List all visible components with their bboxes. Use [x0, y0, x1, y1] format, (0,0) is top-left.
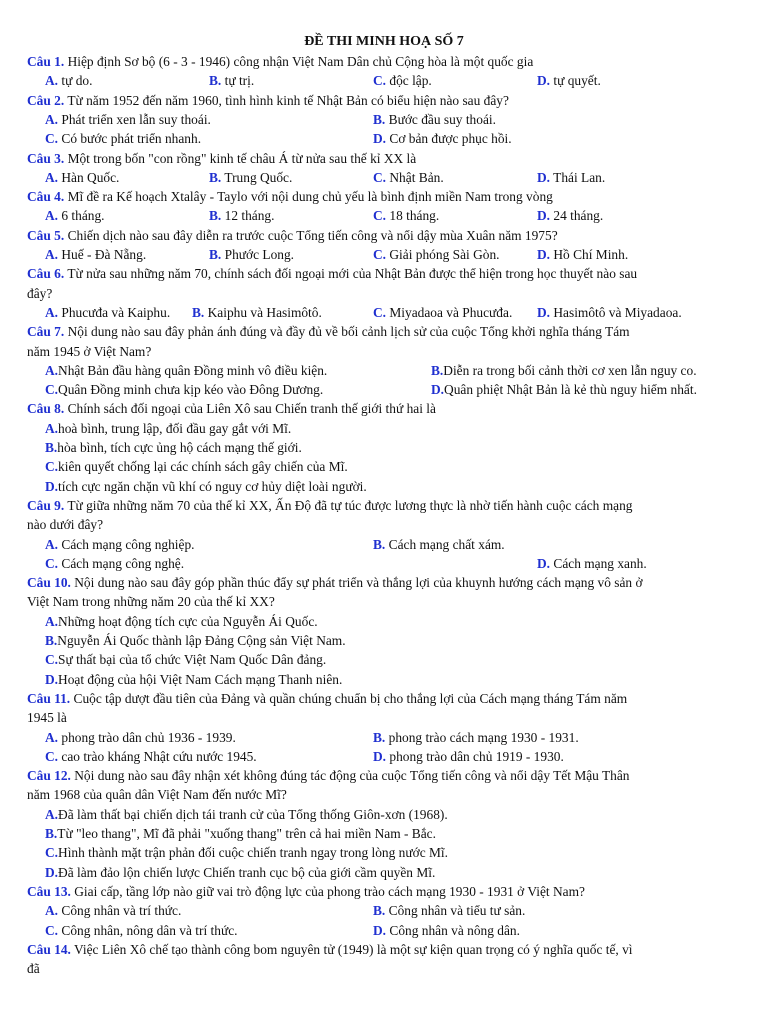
answer-letter: B. [373, 536, 386, 552]
answer-option [45, 168, 119, 187]
question-text: đây? [27, 285, 53, 301]
answer-text: Phát triển xen lẫn suy thoái. [61, 111, 211, 127]
answer-text: phong trào dân chủ 1936 - 1939. [61, 729, 236, 745]
answer-option [537, 206, 603, 225]
answer-row [27, 129, 741, 148]
answer-row [27, 419, 741, 438]
answer-letter: A. [45, 903, 59, 919]
answer-option [45, 650, 326, 669]
answer-row [27, 303, 741, 322]
answer-row [27, 457, 741, 476]
question-number: Câu 6. [27, 266, 65, 282]
question-stem-continuation [27, 708, 741, 727]
question-text: Giai cấp, tầng lớp nào giữ vai trò động lực của phong trào cách mạng 1930 - 1931 ở Việt Nam? [74, 883, 585, 899]
answer-option [45, 438, 302, 457]
answer-text: Miyadaoa và Phucưđa. [389, 304, 513, 320]
answer-letter: D. [537, 169, 551, 185]
answer-text: tự do. [61, 73, 93, 89]
answer-text: 12 tháng. [224, 208, 275, 224]
question-stem-continuation [27, 592, 741, 611]
answer-text: Sự thất bại của tổ chức Việt Nam Quốc Dân đảng. [58, 652, 327, 668]
answer-letter: A. [45, 729, 59, 745]
answer-text: Hasimôtô và Miyadaoa. [553, 304, 682, 320]
answer-text: Công nhân và nông dân. [389, 922, 520, 938]
answer-row [27, 728, 741, 747]
question-text: Từ giữa những năm 70 của thế kỉ XX, Ấn Độ đã tự túc được lương thực là nhờ tiến hành cuộc cách mạng [67, 497, 633, 513]
question-text: Từ nửa sau những năm 70, chính sách đối ngoại mới của Nhật Bản được thể hiện trong học thuyết nào sau [67, 266, 638, 282]
question-stem [27, 91, 741, 110]
answer-text: Hồ Chí Minh. [553, 247, 629, 262]
question-number: Câu 13. [27, 883, 71, 899]
answer-option [537, 71, 601, 90]
answer-text: Kaiphu và Hasimôtô. [207, 304, 322, 320]
answer-option [45, 245, 146, 264]
answer-letter: D. [537, 555, 551, 571]
answer-option [45, 129, 201, 148]
question-number: Câu 2. [27, 92, 65, 108]
question-number: Câu 12. [27, 768, 71, 784]
answer-text: tích cực ngăn chặn vũ khí có nguy cơ hủy diệt loài người. [58, 478, 367, 494]
question-stem [27, 689, 741, 708]
answer-option [537, 303, 682, 322]
answer-text: Công nhân và trí thức. [61, 903, 182, 919]
question-number: Câu 3. [27, 150, 65, 166]
answer-text: Hình thành mặt trận phản đối cuộc chiến tranh ngay trong lòng nước Mĩ. [58, 845, 448, 861]
answer-option [45, 206, 105, 225]
question-stem-continuation [27, 515, 741, 534]
answer-option [45, 921, 238, 940]
question-stem [27, 573, 741, 592]
answer-option [373, 303, 512, 322]
answer-option [373, 728, 579, 747]
answer-text: Bước đầu suy thoái. [388, 111, 496, 127]
question-stem [27, 264, 741, 283]
answer-option [45, 71, 92, 90]
answer-text: Cách mạng chất xám. [388, 536, 505, 552]
answer-text: Quân phiệt Nhật Bản là kẻ thù nguy hiểm nhất. [444, 382, 697, 398]
answer-letter: B. [209, 208, 222, 224]
answer-letter: A. [45, 362, 59, 378]
answer-text: Cách mạng công nghệ. [61, 555, 185, 571]
question-stem-continuation [27, 284, 741, 303]
answer-text: tự trị. [224, 73, 255, 89]
answer-letter: C. [45, 748, 59, 764]
answer-option [373, 129, 512, 148]
answer-row [27, 670, 741, 689]
answer-option [373, 747, 564, 766]
answer-row [27, 650, 741, 669]
question-stem [27, 766, 741, 785]
answer-option [45, 670, 342, 689]
question-number: Câu 5. [27, 227, 65, 243]
answer-letter: C. [45, 459, 59, 475]
answer-row [27, 71, 741, 90]
answer-letter: C. [45, 845, 59, 861]
answer-option [45, 631, 346, 650]
answer-letter: A. [45, 536, 59, 552]
answer-option [209, 71, 254, 90]
answer-text: Phước Long. [224, 247, 295, 262]
answer-text: tự quyết. [553, 73, 601, 89]
answer-letter: D. [537, 304, 551, 320]
question-stem [27, 399, 741, 418]
answer-text: Phucưđa và Kaiphu. [61, 304, 171, 320]
answer-option [45, 901, 181, 920]
answer-option [373, 245, 499, 264]
answer-letter: C. [45, 131, 59, 147]
answer-option [45, 380, 323, 399]
answer-row [27, 361, 741, 380]
answer-row [27, 843, 741, 862]
question-stem [27, 322, 741, 341]
answer-row [27, 477, 741, 496]
answer-option [373, 901, 525, 920]
answer-letter: D. [373, 131, 387, 147]
answer-option [373, 110, 496, 129]
answer-row [27, 805, 741, 824]
question-number: Câu 10. [27, 575, 71, 591]
answer-text: Nhật Bản. [389, 169, 444, 185]
answer-letter: C. [45, 652, 59, 668]
question-text: năm 1968 của quân dân Việt Nam đến nước Mĩ? [27, 787, 287, 803]
answer-text: phong trào dân chủ 1919 - 1930. [389, 748, 564, 764]
answer-letter: B. [209, 73, 222, 89]
question-stem [27, 149, 741, 168]
answer-text: Công nhân và tiểu tư sản. [388, 903, 526, 919]
question-text: Cuộc tập dượt đầu tiên của Đảng và quần chúng chuẩn bị cho thắng lợi của Cách mạng tháng Tám năm [73, 690, 628, 706]
answer-row [27, 206, 741, 225]
answer-letter: D. [373, 748, 387, 764]
question-text: Mĩ đề ra Kế hoạch Xtalây - Taylo với nội dung chủ yếu là bình định miền Nam trong vòng [67, 189, 553, 205]
answer-option [45, 824, 436, 843]
answer-letter: A. [45, 247, 59, 262]
answer-text: Cách mạng công nghiệp. [61, 536, 195, 552]
answer-text: Nhật Bản đầu hàng quân Đồng minh vô điều kiện. [58, 362, 328, 378]
answer-text: cao trào kháng Nhật cứu nước 1945. [61, 748, 257, 764]
question-number: Câu 8. [27, 401, 65, 417]
answer-row [27, 110, 741, 129]
answer-letter: D. [373, 922, 387, 938]
question-text: năm 1945 ở Việt Nam? [27, 343, 152, 359]
answer-option [45, 457, 348, 476]
answer-letter: A. [45, 304, 59, 320]
answer-letter: C. [373, 208, 387, 224]
question-text: 1945 là [27, 710, 67, 726]
answer-row [27, 921, 741, 940]
question-stem [27, 882, 741, 901]
answer-text: Cách mạng xanh. [553, 555, 647, 571]
question-number: Câu 14. [27, 941, 71, 957]
answer-option [45, 419, 291, 438]
answer-option [45, 303, 170, 322]
answer-text: Hàn Quốc. [61, 169, 120, 185]
answer-letter: B. [431, 362, 444, 378]
answer-option [537, 245, 628, 264]
answer-option [209, 245, 294, 264]
answer-row [27, 824, 741, 843]
question-number: Câu 1. [27, 54, 65, 69]
question-number: Câu 9. [27, 497, 65, 513]
answer-letter: D. [537, 73, 551, 89]
answer-text: Đã làm thất bại chiến dịch tái tranh cử của Tổng thống Giôn-xơn (1968). [58, 806, 448, 822]
answer-option [45, 612, 318, 631]
answer-text: Diễn ra trong bối cảnh thời cơ xen lẫn nguy co. [443, 362, 697, 378]
answer-letter: B. [373, 729, 386, 745]
answer-text: Có bước phát triển nhanh. [61, 131, 202, 147]
answer-letter: D. [537, 247, 551, 262]
answer-option [45, 728, 236, 747]
answer-row [27, 631, 741, 650]
answer-option [45, 554, 184, 573]
answer-text: Từ "leo thang", Mĩ đã phải "xuống thang" trên cả hai miền Nam - Bắc. [57, 826, 436, 841]
answer-option [45, 361, 327, 380]
answer-letter: A. [45, 208, 59, 224]
answer-option [209, 206, 274, 225]
question-stem-continuation [27, 959, 741, 978]
answer-option [373, 535, 505, 554]
answer-option [209, 168, 292, 187]
answer-text: 24 tháng. [553, 208, 604, 224]
answer-letter: C. [45, 922, 59, 938]
question-text: Hiệp định Sơ bộ (6 - 3 - 1946) công nhận Việt Nam Dân chủ Cộng hòa là một quốc gia [67, 54, 534, 69]
answer-text: 18 tháng. [389, 208, 440, 224]
answer-letter: B. [373, 903, 386, 919]
answer-option [373, 206, 439, 225]
answer-letter: D. [537, 208, 551, 224]
answer-row [27, 168, 741, 187]
answer-letter: B. [209, 247, 222, 262]
answer-letter: C. [373, 304, 387, 320]
answer-text: Huế - Đà Nẵng. [61, 247, 147, 262]
answer-text: hoà bình, trung lập, đối đầu gay gắt với Mĩ. [58, 420, 292, 436]
answer-letter: A. [45, 169, 59, 185]
answer-letter: B. [373, 111, 386, 127]
answer-text: Thái Lan. [553, 169, 606, 185]
answer-row [27, 612, 741, 631]
answer-letter: A. [45, 420, 59, 436]
answer-text: Nguyễn Ái Quốc thành lập Đảng Cộng sản Việt Nam. [57, 633, 346, 648]
answer-letter: C. [373, 73, 387, 89]
question-text: nào dưới đây? [27, 517, 104, 533]
answer-letter: C. [45, 555, 59, 571]
answer-option [537, 168, 605, 187]
question-text: Nội dung nào sau đây nhận xét không đúng tác động của cuộc Tổng tiến công và nổi dậy Tết Mậu Thân [74, 768, 630, 784]
answer-letter: D. [431, 382, 445, 398]
answer-letter: C. [373, 247, 387, 262]
answer-letter: A. [45, 613, 59, 629]
answer-row [27, 380, 741, 399]
answer-letter: B. [209, 169, 222, 185]
answer-row [27, 901, 741, 920]
answer-option [431, 361, 697, 380]
question-text: Nội dung nào sau đây góp phần thúc đẩy sự phát triển và thắng lợi của khuynh hướng cách mạng vô sản ở [74, 575, 643, 591]
answer-option [45, 805, 448, 824]
answer-option [537, 554, 647, 573]
answer-row [27, 747, 741, 766]
answer-option [373, 71, 432, 90]
answer-letter: A. [45, 73, 59, 89]
answer-text: Đã làm đảo lộn chiến lược Chiến tranh cục bộ của giới cầm quyền Mĩ. [58, 864, 436, 880]
question-number: Câu 11. [27, 690, 71, 706]
answer-text: Quân Đồng minh chưa kịp kéo vào Đông Dương. [58, 382, 324, 398]
answer-text: độc lập. [389, 73, 432, 89]
answer-row [27, 245, 741, 264]
exam-title: ĐỀ THI MINH HOẠ SỐ 7 [304, 34, 464, 49]
answer-text: Hoạt động của hội Việt Nam Cách mạng Thanh niên. [58, 671, 343, 687]
answer-letter: D. [45, 478, 59, 494]
answer-option [373, 168, 444, 187]
answer-option [45, 747, 257, 766]
answer-letter: D. [45, 864, 59, 880]
question-stem [27, 496, 741, 515]
answer-text: kiên quyết chống lại các chính sách gây chiến của Mĩ. [58, 459, 348, 475]
answer-row [27, 535, 741, 554]
answer-option [45, 843, 448, 862]
question-stem [27, 187, 741, 206]
answer-letter: D. [45, 671, 59, 687]
question-stem [27, 940, 741, 959]
question-text: Việc Liên Xô chế tạo thành công bom nguyên tử (1949) là một sự kiện quan trọng có ý nghĩa quốc tế, vì [74, 941, 633, 957]
answer-letter: B. [192, 304, 205, 320]
answer-option [373, 921, 520, 940]
answer-text: Trung Quốc. [224, 169, 293, 185]
question-stem-continuation [27, 342, 741, 361]
question-stem [27, 226, 741, 245]
answer-row [27, 438, 741, 457]
question-text: Nội dung nào sau đây phản ánh đúng và đầy đủ về bối cảnh lịch sử của cuộc Tổng khởi nghĩa tháng Tám [67, 324, 630, 340]
answer-text: Cơ bản được phục hồi. [389, 131, 512, 147]
question-text: Việt Nam trong những năm 20 của thế kỉ XX? [27, 594, 275, 610]
answer-letter: B. [45, 826, 58, 841]
answer-letter: A. [45, 806, 59, 822]
answer-option [45, 863, 435, 882]
answer-row [27, 554, 741, 573]
answer-letter: A. [45, 111, 59, 127]
answer-text: phong trào cách mạng 1930 - 1931. [388, 729, 579, 745]
answer-option [192, 303, 322, 322]
answer-letter: B. [45, 440, 58, 455]
question-stem [27, 52, 741, 71]
answer-letter: C. [45, 382, 59, 398]
answer-text: Giải phóng Sài Gòn. [389, 247, 500, 262]
answer-text: Công nhân, nông dân và trí thức. [61, 922, 238, 938]
answer-text: 6 tháng. [61, 208, 105, 224]
question-stem-continuation [27, 785, 741, 804]
question-number: Câu 7. [27, 324, 65, 340]
question-text: Chính sách đối ngoại của Liên Xô sau Chiến tranh thế giới thứ hai là [67, 401, 436, 417]
question-text: Một trong bốn "con rồng" kinh tế châu Á từ nửa sau thế kỉ XX là [67, 150, 417, 166]
question-number: Câu 4. [27, 189, 65, 205]
answer-option [45, 110, 211, 129]
answer-text: hòa bình, tích cực ủng hộ cách mạng thế giới. [57, 440, 302, 455]
question-text: Chiến dịch nào sau đây diễn ra trước cuộc Tổng tiến công và nổi dậy mùa Xuân năm 1975? [67, 227, 558, 243]
answer-letter: C. [373, 169, 387, 185]
question-text: đã [27, 961, 40, 977]
answer-letter: B. [45, 633, 58, 648]
answer-option [45, 535, 195, 554]
question-text: Từ năm 1952 đến năm 1960, tình hình kinh tế Nhật Bản có biểu hiện nào sau đây? [67, 92, 509, 108]
answer-option [431, 380, 697, 399]
answer-row [27, 863, 741, 882]
answer-option [45, 477, 367, 496]
answer-text: Những hoạt động tích cực của Nguyễn Ái Quốc. [58, 613, 318, 629]
